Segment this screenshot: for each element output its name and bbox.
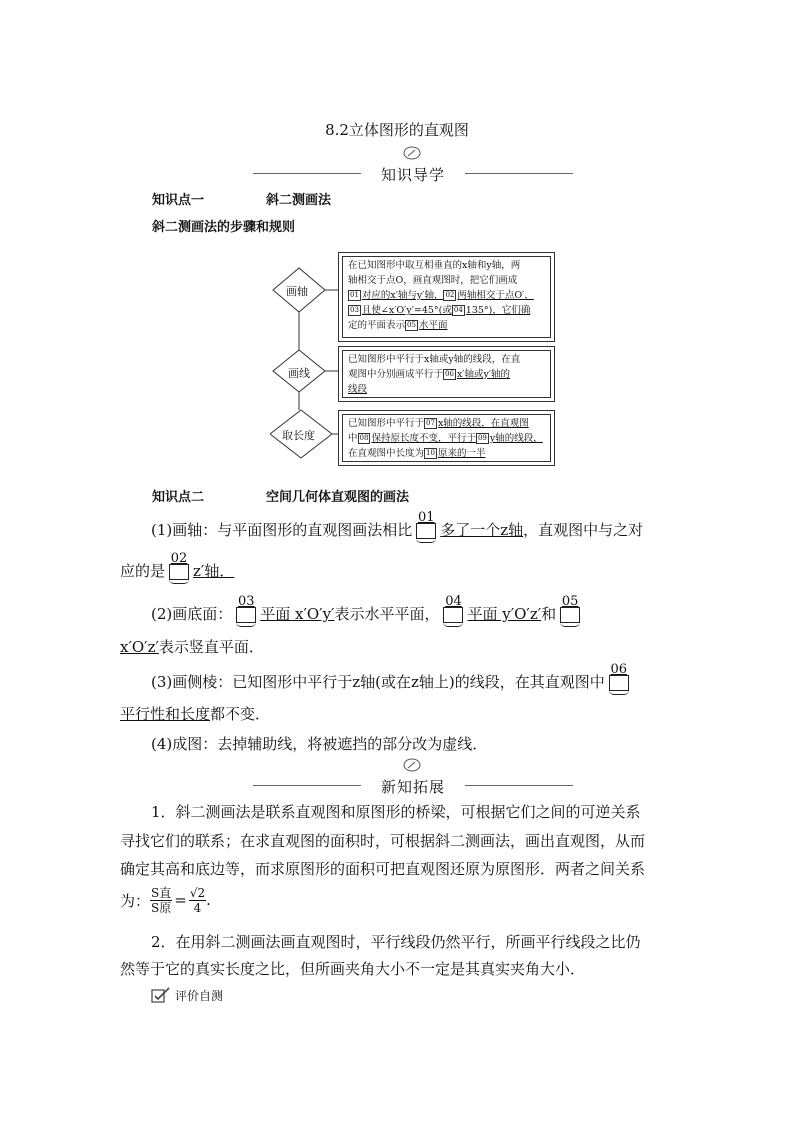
kp1-title: 斜二测画法	[266, 193, 332, 208]
para-2-line-1: (2)画底面： 03 平面 x′O′y′表示水平平面， 04 平面 y′O′z′和 05	[151, 603, 584, 624]
blank-tag: 01	[414, 519, 438, 539]
flow-step-3: 取长度	[282, 429, 315, 442]
banner-title: 新知拓展	[373, 778, 453, 796]
blank-tag: 03	[234, 603, 258, 623]
banner-title: 知识导学	[373, 166, 453, 184]
ext-2-line-2: 然等于它的真实长度之比，但所画夹角大小不一定是其真实夹角大小．	[120, 960, 586, 978]
para-3-line-1: (3)画侧棱：已知图形中平行于z轴(或在z轴上)的线段，在其直观图中 06	[151, 671, 633, 692]
ext-1-formula: 为： $\frac{\text{S直}}{\text{S原}}$ = $\frac{√2}{4}$ .	[120, 885, 211, 915]
kp2-title: 空间几何体直观图的画法	[266, 490, 410, 505]
para-2-line-2: x′O′z′表示竖直平面．	[120, 638, 264, 656]
blank-tag: 04	[441, 603, 465, 623]
para-1-line-1: (1)画轴：与平面图形的直观图画法相比 01 多了一个z轴，直观图中与之对	[151, 519, 643, 540]
page-title: 8.2立体图形的直观图	[325, 121, 469, 139]
flow-box-3: 已知图形中平行于 07 x轴的线段，在直观图 中 08 保持原长度不变，平行于 09 y轴的线段， 在直观图中长度为 10 原来的一半	[338, 410, 555, 466]
para-3-line-2: 平行性和长度都不变．	[120, 705, 271, 723]
self-test-label: 评价自测	[175, 989, 224, 1003]
checkbox-pen-icon	[151, 987, 171, 1003]
kp1-label: 知识点一	[152, 193, 205, 208]
para-4: (4)成图：去掉辅助线，将被遮挡的部分改为虚线．	[151, 735, 488, 753]
kp2-label: 知识点二	[152, 490, 205, 505]
ext-2-line-1: 2．在用斜二测画法画直观图时，平行线段仍然平行，所画平行线段之比仍	[151, 933, 641, 951]
blank-tag: 05	[558, 603, 582, 623]
ext-1-line-2: 寻找它们的联系；在求直观图的面积时，可根据斜二测画法，画出直观图，从而	[120, 832, 646, 850]
leaf-icon	[403, 758, 421, 772]
flow-step-2: 画线	[288, 367, 310, 380]
rules-heading: 斜二测画法的步骤和规则	[152, 220, 296, 235]
flow-step-1: 画轴	[286, 285, 308, 298]
para-1-line-2: 应的是 02 z′轴．	[120, 560, 234, 581]
flow-box-2: 已知图形中平行于x轴或y轴的线段，在直 观图中分别画成平行于 06 x′轴或y′轴的 线段	[338, 346, 555, 402]
flow-box-1: 在已知图形中取互相垂直的x轴和y轴，两 轴相交于点O，画直观图时，把它们画成 01 对应的x′轴与y′轴， 02 两轴相交于点O′， 03 且使∠x′O′y′=45°(或 04 135°)，它们确 定的平面表示 05 水平面	[338, 252, 555, 342]
blank-tag: 06	[607, 671, 631, 691]
ext-1-line-1: 1．斜二测画法是联系直观图和原图形的桥梁，可根据它们之间的可逆关系	[151, 803, 641, 821]
ext-1-line-3: 确定其高和底边等，而求原图形的面积可把直观图还原为原图形．两者之间关系	[120, 860, 646, 878]
blank-tag: 02	[167, 560, 191, 580]
leaf-icon	[403, 146, 421, 160]
